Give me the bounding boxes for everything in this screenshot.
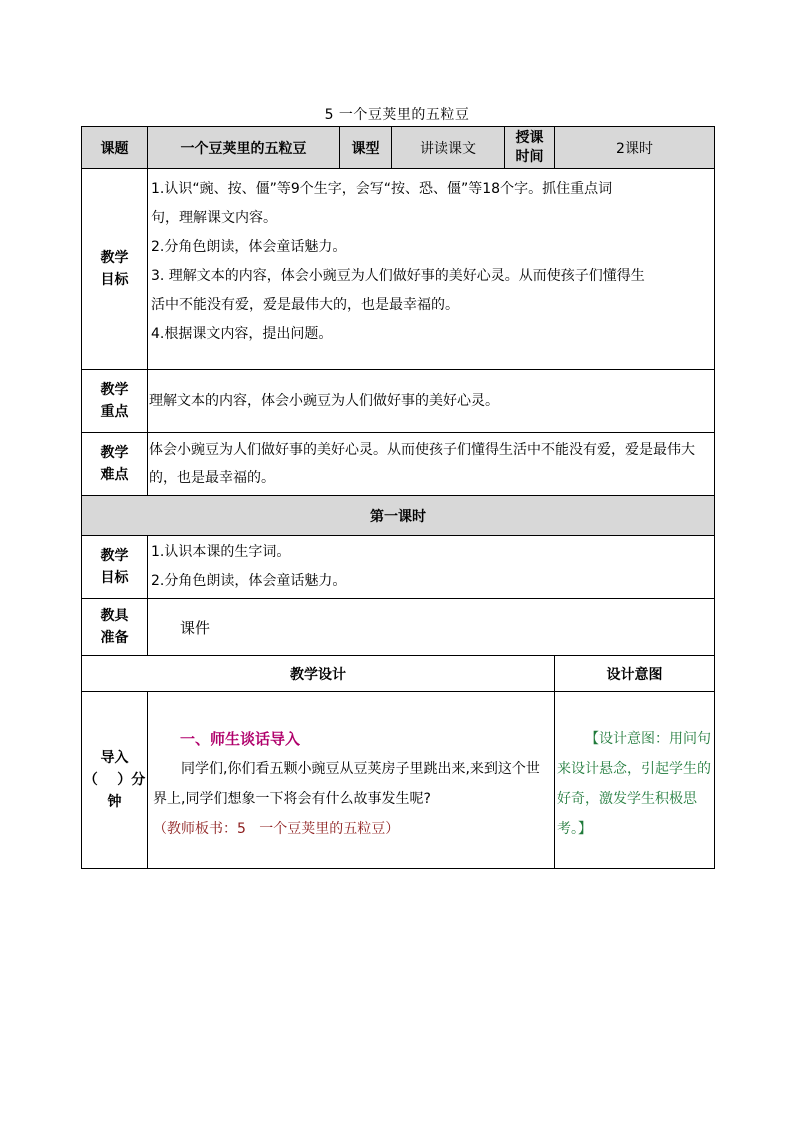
topic-label: 课题 bbox=[82, 127, 148, 169]
objectives-row bbox=[82, 169, 715, 370]
first-lesson-objectives-row bbox=[82, 536, 715, 599]
difficulties-label-line1: 教学 bbox=[100, 445, 129, 461]
intro-phase-line1: 导入 bbox=[100, 750, 129, 766]
objective-line: 活中不能没有爱，爱是最伟大的，也是最幸福的。 bbox=[151, 297, 459, 313]
tools-label bbox=[82, 599, 148, 656]
intro-paragraph: 同学们,你们看五颗小豌豆从豆荚房子里跳出来,来到这个世界上,同学们想象一下将会有什么故事发生呢? bbox=[153, 761, 540, 807]
tools-label-line2: 准备 bbox=[100, 630, 129, 646]
tools-label-line1: 教具 bbox=[100, 608, 129, 624]
design-label: 教学设计 bbox=[82, 656, 555, 692]
difficulties-label bbox=[82, 433, 148, 496]
key-points-label-line1: 教学 bbox=[100, 382, 129, 398]
objective-line: 句，理解课文内容。 bbox=[151, 210, 277, 226]
key-points-label bbox=[82, 370, 148, 433]
document-title: 5 一个豆荚里的五粒豆 bbox=[324, 107, 470, 123]
first-lesson-objectives-label-line2: 目标 bbox=[100, 570, 129, 586]
objectives-content bbox=[148, 169, 715, 370]
tools-value: 课件 bbox=[148, 599, 715, 656]
header-row bbox=[82, 127, 715, 169]
design-header-row bbox=[82, 656, 715, 692]
hours-label-line1: 授课 bbox=[515, 129, 544, 146]
lesson-plan-table bbox=[81, 126, 715, 869]
objective-line: 2.分角色朗读，体会童话魅力。 bbox=[151, 573, 347, 589]
difficulties-label-line2: 难点 bbox=[100, 467, 129, 483]
intro-intent: 【设计意图：用问句来设计悬念，引起学生的好奇，激发学生积极思考。】 bbox=[555, 692, 715, 869]
hours-label-line2: 时间 bbox=[515, 148, 544, 165]
topic-value: 一个豆荚里的五粒豆 bbox=[148, 127, 340, 169]
hours-value: 2课时 bbox=[555, 127, 715, 169]
objective-line: 1.认识本课的生字词。 bbox=[151, 544, 291, 560]
type-value: 讲读课文 bbox=[392, 127, 505, 169]
first-lesson-heading: 第一课时 bbox=[82, 496, 715, 536]
first-lesson-objectives-label-line1: 教学 bbox=[100, 548, 129, 564]
intro-phase-line2: （ ）分 bbox=[83, 772, 146, 788]
intent-label: 设计意图 bbox=[555, 656, 715, 692]
key-points-label-line2: 重点 bbox=[100, 404, 129, 420]
first-lesson-objectives-content bbox=[148, 536, 715, 599]
objectives-label-line2: 目标 bbox=[100, 272, 129, 288]
key-points-text: 理解文本的内容，体会小豌豆为人们做好事的美好心灵。 bbox=[148, 370, 715, 433]
objective-line: 4.根据课文内容，提出问题。 bbox=[151, 326, 333, 342]
hours-label bbox=[505, 127, 555, 169]
objectives-label-line1: 教学 bbox=[100, 250, 129, 266]
objective-line: 3. 理解文本的内容，体会小豌豆为人们做好事的美好心灵。从而使孩子们懂得生 bbox=[151, 268, 645, 284]
difficulties-text: 体会小豌豆为人们做好事的美好心灵。从而使孩子们懂得生活中不能没有爱，爱是最伟大的，也是最幸福的。 bbox=[148, 433, 715, 496]
first-lesson-objectives-label bbox=[82, 536, 148, 599]
intro-design bbox=[148, 692, 555, 869]
intro-row bbox=[82, 692, 715, 869]
intro-phase bbox=[82, 692, 148, 869]
tools-row bbox=[82, 599, 715, 656]
key-points-row bbox=[82, 370, 715, 433]
difficulties-row bbox=[82, 433, 715, 496]
objective-line: 2.分角色朗读，体会童话魅力。 bbox=[151, 239, 347, 255]
type-label: 课型 bbox=[340, 127, 392, 169]
intro-phase-line3: 钟 bbox=[107, 794, 122, 810]
intro-board-note: （教师板书：5 一个豆荚里的五粒豆） bbox=[153, 821, 400, 837]
first-lesson-row bbox=[82, 496, 715, 536]
intro-section-title: 一、师生谈话导入 bbox=[180, 730, 301, 748]
objective-line: 1.认识“豌、按、僵”等9个生字，会写“按、恐、僵”等18个字。抓住重点词 bbox=[151, 181, 613, 197]
objectives-label bbox=[82, 169, 148, 370]
